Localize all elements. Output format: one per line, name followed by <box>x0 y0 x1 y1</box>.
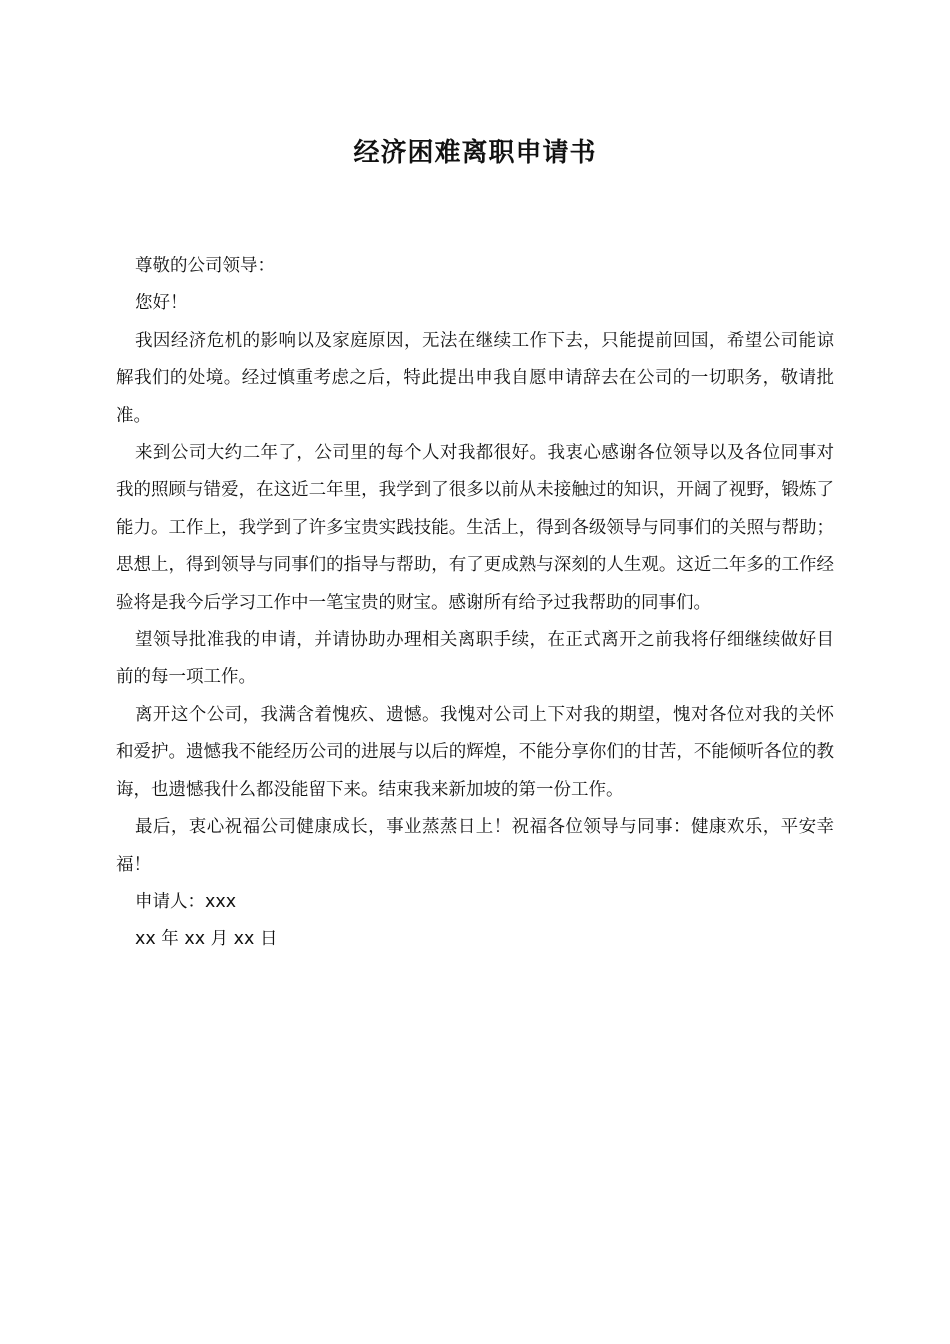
salutation: 尊敬的公司领导： <box>135 256 275 276</box>
body-paragraph-4: 离开这个公司，我满含着愧疚、遗憾。我愧对公司上下对我的期望，愧对各位对我的关怀和爱护。遗憾我不能经历公司的进展与以后的辉煌，不能分享你们的甘苦，不能倾听各位的教诲，也遗憾我什么都没能留下来。结束我来新加坡的第一份工作。 <box>116 704 834 800</box>
document-body <box>116 248 834 959</box>
body-paragraph-5: 最后，衷心祝福公司健康成长，事业蒸蒸日上！祝福各位领导与同事：健康欢乐，平安幸福！ <box>116 817 834 875</box>
date-line: xx 年 xx 月 xx 日 <box>135 929 278 950</box>
applicant-line: 申请人：xxx <box>135 891 237 912</box>
document-title: 经济困难离职申请书 <box>353 138 597 168</box>
greeting: 您好！ <box>135 293 188 314</box>
body-paragraph-2: 来到公司大约二年了，公司里的每个人对我都很好。我衷心感谢各位领导以及各位同事对我的照顾与错爱，在这近二年里，我学到了很多以前从未接触过的知识，开阔了视野，锻炼了能力。工作上，我学到了许多宝贵实践技能。生活上，得到各级领导与同事们的关照与帮助；思想上，得到领导与同事们的指导与帮助，有了更成熟与深刻的人生观。这近二年多的工作经验将是我今后学习工作中一笔宝贵的财宝。感谢所有给予过我帮助的同事们。 <box>116 443 834 613</box>
body-paragraph-1: 我因经济危机的影响以及家庭原因，无法在继续工作下去，只能提前回国，希望公司能谅解我们的处境。经过慎重考虑之后，特此提出申我自愿申请辞去在公司的一切职务，敬请批准。 <box>116 330 834 426</box>
body-paragraph-3: 望领导批准我的申请，并请协助办理相关离职手续，在正式离开之前我将仔细继续做好目前的每一项工作。 <box>116 630 834 688</box>
